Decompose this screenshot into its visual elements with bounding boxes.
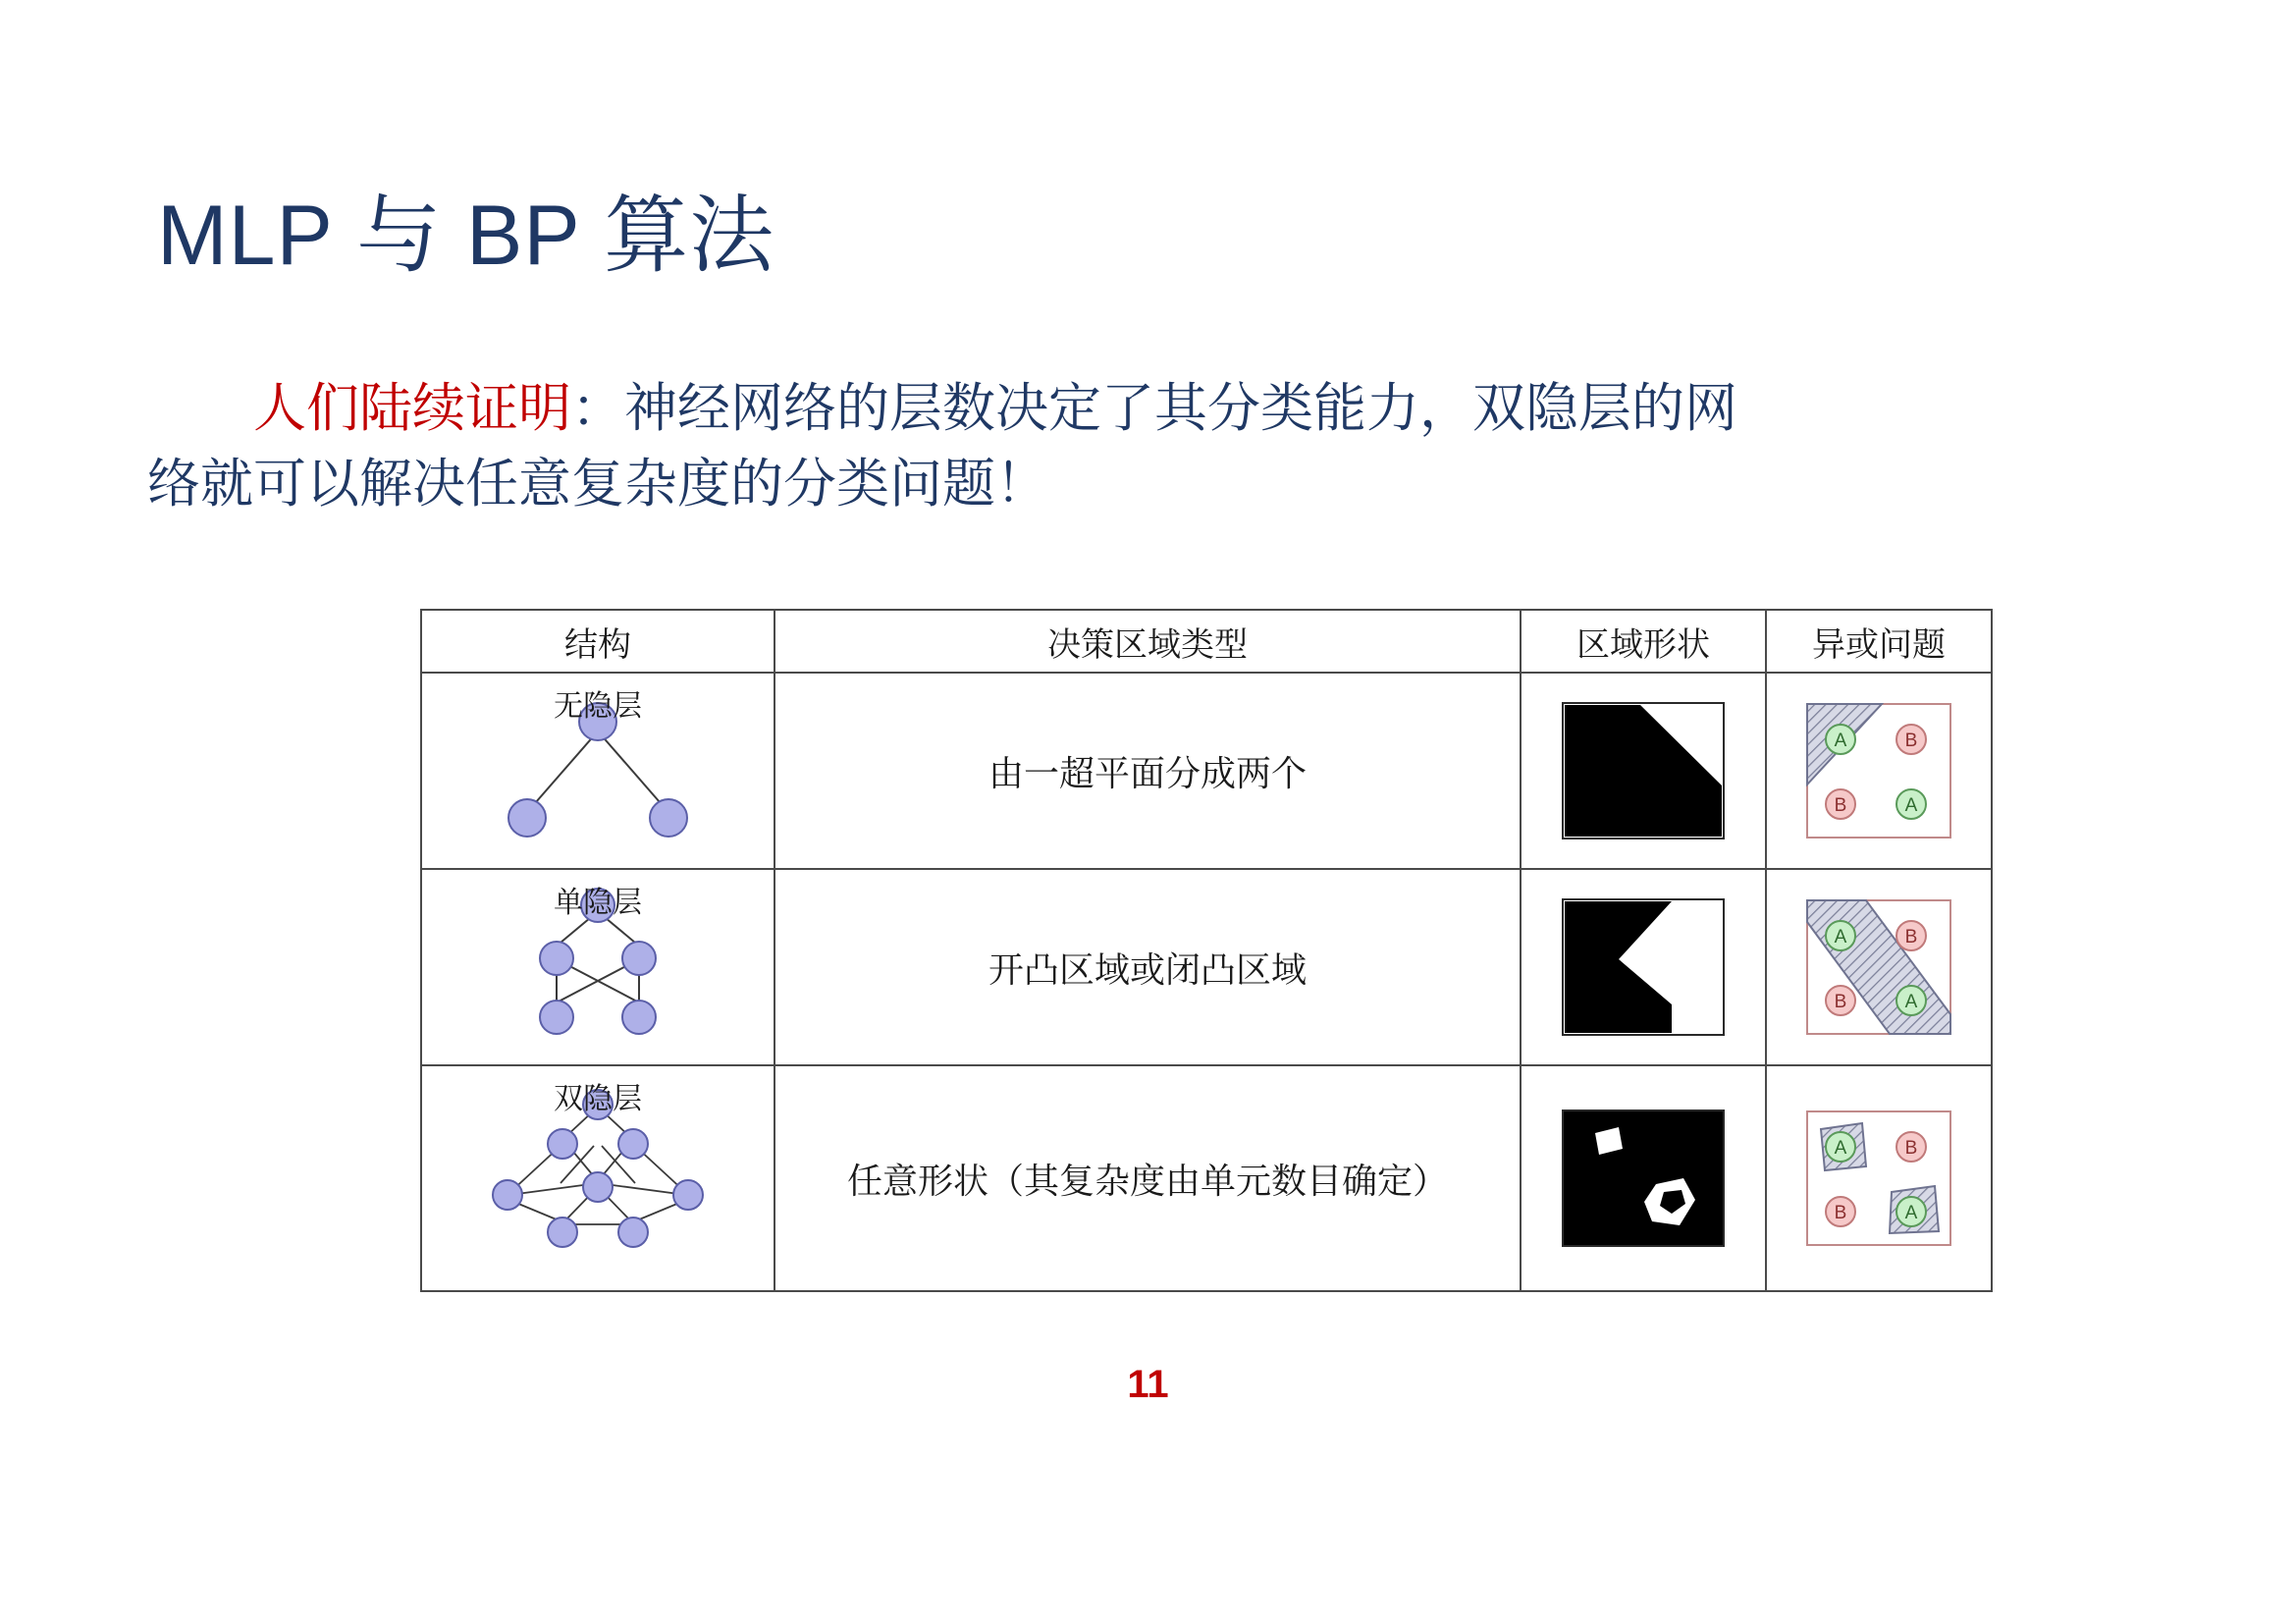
svg-text:A: A bbox=[1834, 731, 1847, 751]
header-xor-problem: 异或问题 bbox=[1766, 610, 1992, 673]
xor-convex-band bbox=[1805, 898, 1952, 1036]
structure-label: 单隐层 bbox=[554, 887, 642, 919]
region-shape-cell-1 bbox=[1521, 673, 1766, 869]
svg-text:B: B bbox=[1834, 1203, 1847, 1223]
xor-single-diagonal-band bbox=[1805, 702, 1952, 839]
svg-text:A: A bbox=[1834, 1138, 1847, 1159]
page-number: 11 bbox=[1127, 1363, 1169, 1406]
structure-label: 双隐层 bbox=[554, 1083, 642, 1115]
decision-region-figure bbox=[420, 609, 1991, 1286]
figure-table bbox=[420, 609, 1993, 1292]
svg-text:B: B bbox=[1904, 731, 1918, 751]
arbitrary-region bbox=[1562, 1110, 1725, 1247]
xor-arbitrary-regions bbox=[1805, 1110, 1952, 1247]
region-shape-cell-2 bbox=[1521, 869, 1766, 1065]
structure-label: 无隐层 bbox=[554, 690, 642, 723]
highlighted-phrase: 人们陆续证明 bbox=[253, 379, 571, 438]
page-title: MLP 与 BP 算法 bbox=[157, 189, 775, 283]
svg-text:A: A bbox=[1834, 927, 1847, 947]
svg-text:B: B bbox=[1834, 992, 1847, 1012]
region-shape-cell-3 bbox=[1521, 1065, 1766, 1291]
structure-cell-no-hidden bbox=[421, 673, 774, 869]
header-region-shape: 区域形状 bbox=[1521, 610, 1766, 673]
paragraph-line-1: ：神经网络的层数决定了其分类能力，双隐层的网 bbox=[571, 379, 1737, 438]
svg-text:A: A bbox=[1904, 795, 1918, 816]
decision-region-type-3: 任意形状（其复杂度由单元数目确定） bbox=[774, 1065, 1521, 1291]
header-structure: 结构 bbox=[421, 610, 774, 673]
svg-text:A: A bbox=[1904, 1203, 1918, 1223]
svg-text:B: B bbox=[1834, 795, 1847, 816]
xor-cell-2 bbox=[1766, 869, 1992, 1065]
svg-text:B: B bbox=[1904, 1138, 1918, 1159]
decision-region-type-2: 开凸区域或闭凸区域 bbox=[774, 869, 1521, 1065]
half-plane-region bbox=[1562, 702, 1725, 839]
decision-region-type-1: 由一超平面分成两个 bbox=[774, 673, 1521, 869]
table-row bbox=[421, 1065, 1992, 1291]
xor-cell-3 bbox=[1766, 1065, 1992, 1291]
structure-cell-double-hidden bbox=[421, 1065, 774, 1291]
table-header-row bbox=[421, 610, 1992, 673]
body-paragraph bbox=[147, 371, 2160, 521]
table-row bbox=[421, 673, 1992, 869]
table-row bbox=[421, 869, 1992, 1065]
xor-cell-1 bbox=[1766, 673, 1992, 869]
paragraph-line-2: 络就可以解决任意复杂度的分类问题！ bbox=[147, 454, 1048, 514]
convex-region bbox=[1562, 898, 1725, 1036]
svg-text:A: A bbox=[1904, 992, 1918, 1012]
header-decision-region-type: 决策区域类型 bbox=[774, 610, 1521, 673]
structure-cell-single-hidden bbox=[421, 869, 774, 1065]
svg-text:B: B bbox=[1904, 927, 1918, 947]
